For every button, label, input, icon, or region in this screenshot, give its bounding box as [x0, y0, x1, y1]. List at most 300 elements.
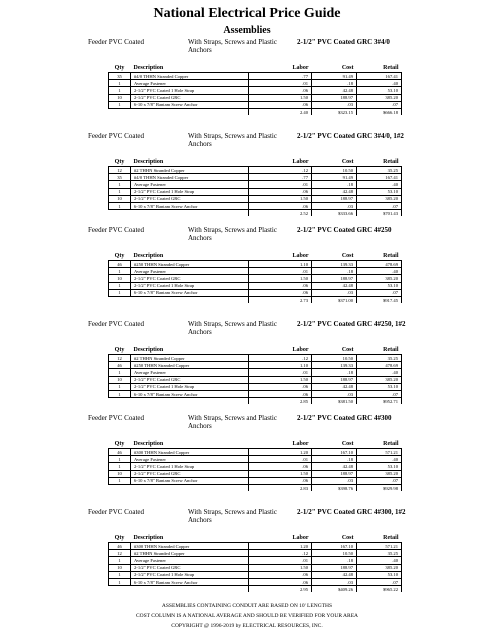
- total-row: [109, 210, 402, 217]
- cell-desc: 2-1/2" PVC Coated GRC: [131, 195, 249, 202]
- cell-retail: .07: [357, 202, 402, 209]
- assembly-section: [0, 508, 494, 602]
- cell-desc: 2-1/2" PVC Coated 1 Hole Strap: [131, 571, 249, 578]
- cell-labor: 1.50: [249, 94, 312, 101]
- total-cost: $333.66: [312, 210, 357, 217]
- column-header-desc: Description: [131, 534, 249, 543]
- cell-labor: .01: [249, 181, 312, 188]
- cell-labor: .12: [249, 550, 312, 557]
- cell-labor: 1.10: [249, 261, 312, 268]
- table-row: [109, 289, 402, 296]
- cell-cost: 188.97: [312, 376, 357, 383]
- cell-qty: 1: [109, 369, 131, 376]
- cell-qty: 46: [109, 261, 131, 268]
- cell-labor: .06: [249, 101, 312, 108]
- cell-retail: .40: [357, 80, 402, 87]
- cell-retail: .40: [357, 181, 402, 188]
- column-header-cost: Cost: [312, 64, 357, 73]
- column-header-qty: Qty: [109, 252, 131, 261]
- cell-retail: 385.20: [357, 564, 402, 571]
- cell-qty: 1: [109, 477, 131, 484]
- total-spacer: [109, 296, 131, 303]
- section-method: With Straps, Screws and Plastic Anchors: [188, 320, 277, 336]
- table-row: [109, 557, 402, 564]
- cell-qty: 46: [109, 543, 131, 550]
- section-header: [0, 226, 494, 248]
- table-row: [109, 167, 402, 174]
- total-row: [109, 296, 402, 303]
- assembly-table: [108, 64, 402, 115]
- cell-retail: 571.21: [357, 449, 402, 456]
- total-labor: 2.73: [249, 296, 312, 303]
- section-method: With Straps, Screws and Plastic Anchors: [188, 226, 277, 242]
- cell-qty: 1: [109, 87, 131, 94]
- cell-cost: 42.48: [312, 188, 357, 195]
- cell-qty: 10: [109, 470, 131, 477]
- section-heading: 2-1/2" PVC Coated GRC 4#300: [297, 414, 392, 422]
- cell-labor: .06: [249, 87, 312, 94]
- section-header: [0, 38, 494, 60]
- cell-qty: 1: [109, 101, 131, 108]
- cell-desc: 2-1/2" PVC Coated 1 Hole Strap: [131, 383, 249, 390]
- column-header-labor: Labor: [249, 64, 312, 73]
- cell-desc: 2-1/2" PVC Coated GRC: [131, 275, 249, 282]
- section-method: With Straps, Screws and Plastic Anchors: [188, 414, 277, 430]
- section-heading: 2-1/2" PVC Coated GRC 4#250, 1#2: [297, 320, 406, 328]
- total-row: [109, 398, 402, 405]
- total-spacer: [109, 484, 131, 491]
- cell-desc: 6-10 x 7/8" Bantam Screw Anchor: [131, 578, 249, 585]
- table-row: [109, 369, 402, 376]
- assembly-table: [108, 440, 402, 491]
- column-header-desc: Description: [131, 64, 249, 73]
- cell-retail: .07: [357, 578, 402, 585]
- assembly-table: [108, 252, 402, 303]
- cell-labor: .77: [249, 73, 312, 80]
- cell-retail: 53.10: [357, 282, 402, 289]
- table-row: [109, 94, 402, 101]
- cell-labor: 1.50: [249, 195, 312, 202]
- table-row: [109, 571, 402, 578]
- cell-retail: 53.10: [357, 383, 402, 390]
- cell-labor: .12: [249, 355, 312, 362]
- total-retail: $929.98: [357, 484, 402, 491]
- total-spacer: [131, 108, 249, 115]
- cell-retail: 53.10: [357, 463, 402, 470]
- cell-cost: 139.33: [312, 261, 357, 268]
- table-row: [109, 463, 402, 470]
- table-row: [109, 477, 402, 484]
- total-spacer: [131, 484, 249, 491]
- cell-labor: 1.50: [249, 470, 312, 477]
- cell-cost: .18: [312, 557, 357, 564]
- section-category: Feeder PVC Coated: [88, 38, 144, 46]
- cell-retail: .07: [357, 390, 402, 397]
- cell-labor: .12: [249, 167, 312, 174]
- column-header-cost: Cost: [312, 534, 357, 543]
- column-header-qty: Qty: [109, 158, 131, 167]
- cell-qty: 46: [109, 449, 131, 456]
- cell-labor: .01: [249, 369, 312, 376]
- footer-note-1: ASSEMBLIES CONTAINING CONDUIT ARE BASED ON 10' LENGTHS: [161, 603, 333, 609]
- cell-retail: 385.20: [357, 376, 402, 383]
- cell-labor: 1.50: [249, 376, 312, 383]
- cell-desc: 2-1/2" PVC Coated 1 Hole Strap: [131, 87, 249, 94]
- cell-desc: #300 THHN Stranded Copper: [131, 543, 249, 550]
- cell-qty: 1: [109, 456, 131, 463]
- total-spacer: [109, 108, 131, 115]
- page-subtitle: Assemblies: [223, 25, 271, 36]
- cell-desc: Average Fastener: [131, 456, 249, 463]
- assembly-section: [0, 132, 494, 226]
- table-row: [109, 383, 402, 390]
- table-row: [109, 376, 402, 383]
- total-spacer: [109, 586, 131, 593]
- cell-desc: 2-1/2" PVC Coated GRC: [131, 94, 249, 101]
- column-header-cost: Cost: [312, 158, 357, 167]
- cell-desc: 6-10 x 7/8" Bantam Screw Anchor: [131, 477, 249, 484]
- cell-qty: 10: [109, 275, 131, 282]
- cell-cost: .18: [312, 80, 357, 87]
- column-header-desc: Description: [131, 158, 249, 167]
- total-retail: $666.18: [357, 108, 402, 115]
- cell-desc: 6-10 x 7/8" Bantam Screw Anchor: [131, 289, 249, 296]
- section-header: [0, 508, 494, 530]
- cell-qty: 1: [109, 282, 131, 289]
- section-method: With Straps, Screws and Plastic Anchors: [188, 132, 277, 148]
- column-header-retail: Retail: [357, 158, 402, 167]
- column-header-qty: Qty: [109, 346, 131, 355]
- cell-retail: .07: [357, 477, 402, 484]
- table-row: [109, 181, 402, 188]
- cell-cost: 167.10: [312, 449, 357, 456]
- table-header-row: [109, 252, 402, 261]
- table-row: [109, 73, 402, 80]
- column-header-retail: Retail: [357, 252, 402, 261]
- cell-retail: 385.20: [357, 94, 402, 101]
- cell-labor: .01: [249, 557, 312, 564]
- table-row: [109, 362, 402, 369]
- cell-retail: 53.10: [357, 571, 402, 578]
- cell-qty: 46: [109, 362, 131, 369]
- cell-qty: 10: [109, 94, 131, 101]
- table-row: [109, 456, 402, 463]
- cell-cost: 188.97: [312, 470, 357, 477]
- table-row: [109, 174, 402, 181]
- cell-retail: 167.41: [357, 73, 402, 80]
- assembly-sections: [0, 38, 494, 602]
- cell-qty: 35: [109, 73, 131, 80]
- cell-desc: #250 THHN Stranded Copper: [131, 362, 249, 369]
- cell-desc: 6-10 x 7/8" Bantam Screw Anchor: [131, 101, 249, 108]
- cell-cost: .18: [312, 268, 357, 275]
- total-retail: $952.71: [357, 398, 402, 405]
- cell-retail: 478.69: [357, 362, 402, 369]
- cell-desc: #4/0 THHN Stranded Copper: [131, 174, 249, 181]
- total-row: [109, 586, 402, 593]
- cell-qty: 1: [109, 289, 131, 296]
- table-row: [109, 261, 402, 268]
- cell-labor: .06: [249, 289, 312, 296]
- column-header-desc: Description: [131, 252, 249, 261]
- cell-cost: .18: [312, 181, 357, 188]
- column-header-labor: Labor: [249, 440, 312, 449]
- total-labor: 2.85: [249, 398, 312, 405]
- column-header-retail: Retail: [357, 64, 402, 73]
- cell-qty: 1: [109, 80, 131, 87]
- cell-qty: 10: [109, 195, 131, 202]
- cell-retail: .07: [357, 289, 402, 296]
- cell-qty: 35: [109, 174, 131, 181]
- assembly-section: [0, 38, 494, 132]
- cell-cost: 188.97: [312, 275, 357, 282]
- column-header-labor: Labor: [249, 252, 312, 261]
- total-labor: 2.95: [249, 586, 312, 593]
- cell-desc: #2 THHN Stranded Copper: [131, 355, 249, 362]
- cell-labor: 1.20: [249, 543, 312, 550]
- cell-desc: 2-1/2" PVC Coated GRC: [131, 564, 249, 571]
- table-header-row: [109, 534, 402, 543]
- table-row: [109, 355, 402, 362]
- cell-cost: .03: [312, 289, 357, 296]
- cell-labor: .06: [249, 463, 312, 470]
- table-row: [109, 275, 402, 282]
- section-category: Feeder PVC Coated: [88, 132, 144, 140]
- cell-desc: #250 THHN Stranded Copper: [131, 261, 249, 268]
- cell-desc: 2-1/2" PVC Coated GRC: [131, 470, 249, 477]
- total-cost: $398.76: [312, 484, 357, 491]
- cell-cost: 188.97: [312, 94, 357, 101]
- column-header-qty: Qty: [109, 534, 131, 543]
- section-method: With Straps, Screws and Plastic Anchors: [188, 508, 277, 524]
- cell-labor: .06: [249, 188, 312, 195]
- column-header-labor: Labor: [249, 346, 312, 355]
- page-title: National Electrical Price Guide: [153, 6, 341, 21]
- footer-copyright: COPYRIGHT @ 1996-2019 by ELECTRICAL RESOURCES, INC.: [171, 623, 323, 629]
- cell-desc: #300 THHN Stranded Copper: [131, 449, 249, 456]
- table-row: [109, 390, 402, 397]
- assembly-table: [108, 158, 402, 216]
- section-category: Feeder PVC Coated: [88, 226, 144, 234]
- cell-cost: 167.10: [312, 543, 357, 550]
- section-method: With Straps, Screws and Plastic Anchors: [188, 38, 277, 54]
- section-header: [0, 414, 494, 436]
- cell-desc: 2-1/2" PVC Coated 1 Hole Strap: [131, 188, 249, 195]
- cell-labor: 1.50: [249, 564, 312, 571]
- cell-desc: Average Fastener: [131, 557, 249, 564]
- cell-desc: #2 THHN Stranded Copper: [131, 167, 249, 174]
- cell-desc: 2-1/2" PVC Coated GRC: [131, 376, 249, 383]
- section-category: Feeder PVC Coated: [88, 414, 144, 422]
- cell-desc: Average Fastener: [131, 369, 249, 376]
- cell-retail: .40: [357, 557, 402, 564]
- cell-cost: 42.48: [312, 282, 357, 289]
- cell-retail: 385.20: [357, 275, 402, 282]
- cell-qty: 10: [109, 564, 131, 571]
- total-spacer: [131, 586, 249, 593]
- cell-desc: #4/0 THHN Stranded Copper: [131, 73, 249, 80]
- cell-labor: .01: [249, 456, 312, 463]
- cell-desc: 6-10 x 7/8" Bantam Screw Anchor: [131, 390, 249, 397]
- cell-retail: .40: [357, 369, 402, 376]
- cell-cost: .03: [312, 578, 357, 585]
- cell-retail: 478.69: [357, 261, 402, 268]
- cell-qty: 12: [109, 355, 131, 362]
- cell-retail: 385.20: [357, 195, 402, 202]
- total-cost: $381.50: [312, 398, 357, 405]
- table-row: [109, 564, 402, 571]
- cell-desc: Average Fastener: [131, 181, 249, 188]
- table-header-row: [109, 440, 402, 449]
- cell-qty: 1: [109, 578, 131, 585]
- table-row: [109, 543, 402, 550]
- table-row: [109, 80, 402, 87]
- cell-retail: 35.25: [357, 167, 402, 174]
- cell-retail: 35.25: [357, 550, 402, 557]
- total-cost: $409.26: [312, 586, 357, 593]
- cell-retail: .40: [357, 456, 402, 463]
- cell-labor: .06: [249, 390, 312, 397]
- section-category: Feeder PVC Coated: [88, 508, 144, 516]
- table-row: [109, 202, 402, 209]
- table-row: [109, 268, 402, 275]
- assembly-section: [0, 226, 494, 320]
- column-header-retail: Retail: [357, 534, 402, 543]
- cell-retail: 35.25: [357, 355, 402, 362]
- section-heading: 2-1/2" PVC Coated GRC 3#4/0: [297, 38, 390, 46]
- total-spacer: [131, 398, 249, 405]
- cell-desc: Average Fastener: [131, 80, 249, 87]
- column-header-retail: Retail: [357, 440, 402, 449]
- cell-labor: .01: [249, 268, 312, 275]
- cell-retail: 571.21: [357, 543, 402, 550]
- cell-qty: 1: [109, 268, 131, 275]
- table-row: [109, 195, 402, 202]
- column-header-qty: Qty: [109, 440, 131, 449]
- cell-labor: .06: [249, 477, 312, 484]
- cell-qty: 1: [109, 202, 131, 209]
- cell-desc: 2-1/2" PVC Coated 1 Hole Strap: [131, 463, 249, 470]
- cell-retail: 53.10: [357, 87, 402, 94]
- column-header-labor: Labor: [249, 158, 312, 167]
- cell-retail: 53.10: [357, 188, 402, 195]
- total-row: [109, 484, 402, 491]
- section-header: [0, 320, 494, 342]
- column-header-desc: Description: [131, 346, 249, 355]
- section-heading: 2-1/2" PVC Coated GRC 4#300, 1#2: [297, 508, 406, 516]
- cell-cost: 42.48: [312, 383, 357, 390]
- cell-cost: .03: [312, 202, 357, 209]
- column-header-labor: Labor: [249, 534, 312, 543]
- cell-qty: 1: [109, 181, 131, 188]
- total-spacer: [109, 210, 131, 217]
- cell-cost: 10.50: [312, 167, 357, 174]
- cell-labor: .06: [249, 282, 312, 289]
- cell-qty: 1: [109, 188, 131, 195]
- total-labor: 2.83: [249, 484, 312, 491]
- column-header-cost: Cost: [312, 346, 357, 355]
- total-labor: 2.40: [249, 108, 312, 115]
- cell-cost: 42.48: [312, 87, 357, 94]
- cell-retail: .07: [357, 101, 402, 108]
- cell-cost: .03: [312, 390, 357, 397]
- cell-labor: .06: [249, 202, 312, 209]
- assembly-section: [0, 320, 494, 414]
- total-spacer: [131, 210, 249, 217]
- column-header-desc: Description: [131, 440, 249, 449]
- cell-cost: 42.48: [312, 571, 357, 578]
- cell-labor: .06: [249, 383, 312, 390]
- section-heading: 2-1/2" PVC Coated GRC 3#4/0, 1#2: [297, 132, 404, 140]
- cell-labor: 1.10: [249, 362, 312, 369]
- cell-desc: 2-1/2" PVC Coated 1 Hole Strap: [131, 282, 249, 289]
- cell-desc: #2 THHN Stranded Copper: [131, 550, 249, 557]
- cell-qty: 12: [109, 167, 131, 174]
- cell-cost: .03: [312, 101, 357, 108]
- cell-labor: .06: [249, 571, 312, 578]
- cell-qty: 12: [109, 550, 131, 557]
- table-header-row: [109, 158, 402, 167]
- cell-qty: 1: [109, 571, 131, 578]
- cell-labor: .77: [249, 174, 312, 181]
- section-category: Feeder PVC Coated: [88, 320, 144, 328]
- cell-qty: 1: [109, 557, 131, 564]
- cell-desc: Average Fastener: [131, 268, 249, 275]
- cell-cost: 188.97: [312, 564, 357, 571]
- section-header: [0, 132, 494, 154]
- table-row: [109, 101, 402, 108]
- column-header-retail: Retail: [357, 346, 402, 355]
- column-header-cost: Cost: [312, 440, 357, 449]
- table-row: [109, 470, 402, 477]
- assembly-table: [108, 346, 402, 404]
- section-heading: 2-1/2" PVC Coated GRC 4#250: [297, 226, 392, 234]
- cell-cost: 42.48: [312, 463, 357, 470]
- cell-cost: .03: [312, 477, 357, 484]
- total-row: [109, 108, 402, 115]
- table-row: [109, 449, 402, 456]
- cell-qty: 1: [109, 390, 131, 397]
- cell-qty: 1: [109, 383, 131, 390]
- cell-labor: .06: [249, 578, 312, 585]
- cell-cost: .18: [312, 369, 357, 376]
- cell-labor: 1.50: [249, 275, 312, 282]
- total-retail: $965.22: [357, 586, 402, 593]
- cell-retail: .40: [357, 268, 402, 275]
- total-spacer: [109, 398, 131, 405]
- table-row: [109, 282, 402, 289]
- cell-cost: 10.50: [312, 355, 357, 362]
- total-labor: 2.52: [249, 210, 312, 217]
- cell-cost: 91.49: [312, 174, 357, 181]
- table-row: [109, 87, 402, 94]
- table-row: [109, 578, 402, 585]
- cell-desc: 6-10 x 7/8" Bantam Screw Anchor: [131, 202, 249, 209]
- table-header-row: [109, 346, 402, 355]
- cell-cost: 139.33: [312, 362, 357, 369]
- total-spacer: [131, 296, 249, 303]
- table-row: [109, 188, 402, 195]
- cell-labor: .01: [249, 80, 312, 87]
- cell-labor: 1.20: [249, 449, 312, 456]
- table-header-row: [109, 64, 402, 73]
- table-row: [109, 550, 402, 557]
- cell-cost: 188.97: [312, 195, 357, 202]
- cell-retail: 167.41: [357, 174, 402, 181]
- column-header-cost: Cost: [312, 252, 357, 261]
- cell-cost: .18: [312, 456, 357, 463]
- footer-note-2: COST COLUMN IS A NATIONAL AVERAGE AND SHOULD BE VERIFIED FOR YOUR AREA: [135, 613, 359, 619]
